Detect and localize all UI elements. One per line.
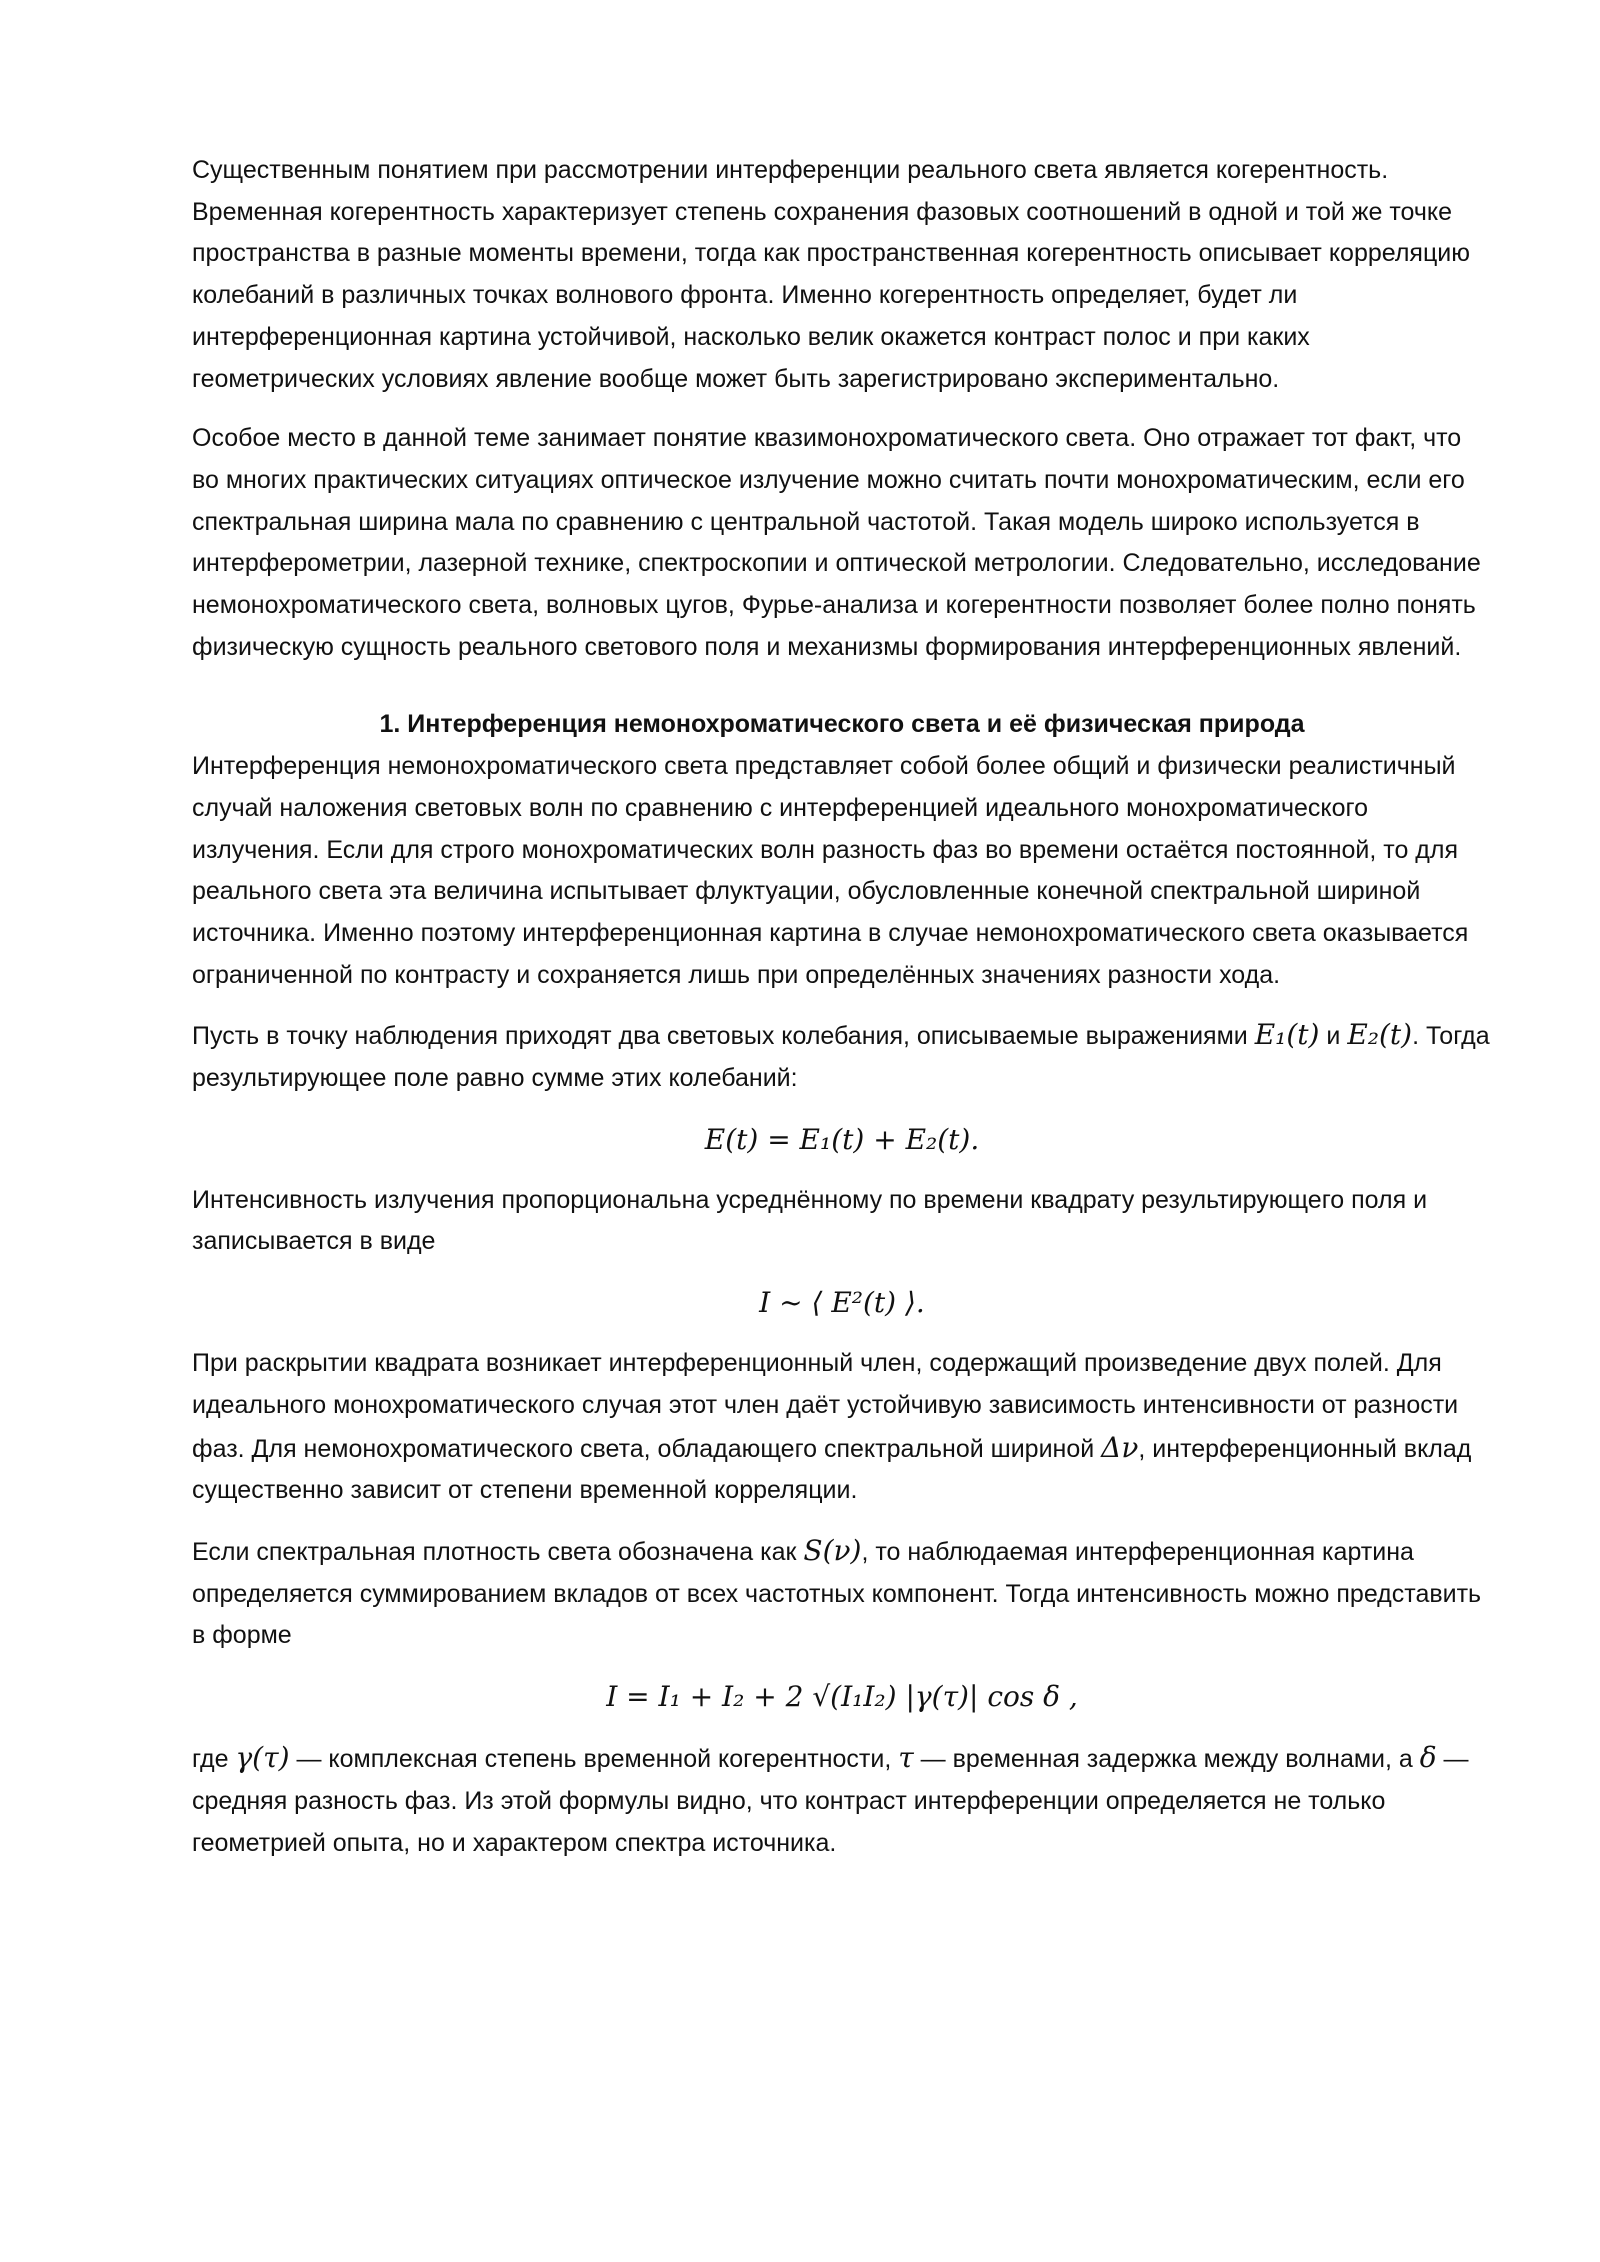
math-gamma: γ(τ) [235,1741,290,1775]
paragraph-text: — временная задержка между волнами, а [913,1745,1420,1774]
math-e1: E₁(t) [1254,1018,1320,1052]
math-spectral-density: S(ν) [803,1533,862,1567]
math-e2: E₂(t) [1347,1018,1413,1052]
paragraph-text: — комплексная степень временной когерентности, [289,1745,899,1774]
math-tau: τ [898,1741,914,1775]
section-paragraph-2 [192,1014,1492,1099]
paragraph-text: Пусть в точку наблюдения приходят два световых колебания, описываемые выражениями [192,1022,1255,1051]
section-heading: 1. Интерференция немонохроматического света и её физическая природа [379,710,1305,739]
paragraph-text: При раскрытии квадрата возникает интерференционный член, содержащий произведение двух полей. Для идеального монохроматического случая этот член даёт устойчивую зависимость интенсивности от разности фаз. Для немонохроматического света, обладающего спектральной шириной [192,1349,1459,1463]
paragraph-text: и [1319,1022,1348,1051]
paragraph-text: , то наблюдаемая интерференционная картина определяется суммированием вкладов от всех частотных компонент. Тогда интенсивность можно представить в форме [192,1537,1482,1650]
formula-field-sum: E(t) = E₁(t) + E₂(t). [704,1122,980,1156]
section-paragraph-6 [192,1737,1492,1864]
section-paragraph-4 [192,1343,1492,1512]
paragraph-text: Если спектральная плотность света обозначена как [192,1537,804,1566]
section-paragraph-1: Интерференция немонохроматического света представляет собой более общий и физически реалистичный случай наложения световых волн по сравнению с интерференцией идеального монохроматического излучения. Если для строго монохроматических волн разность фаз во времени остаётся постоянной, то для реального света эта величина испытывает флуктуации, обусловленные конечной спектральной шириной источника. Именно поэтому интерференционная картина в случае немонохроматического света оказывается ограниченной по контрасту и сохраняется лишь при определённых значениях разности хода. [192,752,1469,989]
paragraph-text: где [192,1745,236,1774]
math-delta-nu: Δν [1101,1430,1139,1464]
intro-paragraph-2: Особое место в данной теме занимает понятие квазимонохроматического света. Оно отражает тот факт, что во многих практических ситуациях оптическое излучение можно считать почти монохроматическим, если его спектральная ширина мала по сравнению с центральной частотой. Такая модель широко используется в интерферометрии, лазерной технике, спектроскопии и оптической метрологии. Следовательно, исследование немонохроматического света, волновых цугов, Фурье-анализа и когерентности позволяет более полно понять физическую сущность реального светового поля и механизмы формирования интерференционных явлений. [192,424,1481,661]
paragraph-text: , интерференционный вклад существенно зависит от степени временной корреляции. [192,1434,1472,1505]
formula-intensity-average: I ~ ⟨ E²(t) ⟩. [759,1286,925,1320]
section-paragraph-3: Интенсивность излучения пропорциональна усреднённому по времени квадрату результирующего поля и записывается в виде [192,1185,1428,1256]
section-paragraph-5 [192,1530,1492,1657]
formula-interference-intensity: I = I₁ + I₂ + 2 √(I₁I₂) |γ(τ)| cos δ , [606,1680,1078,1714]
paragraph-text: — средняя разность фаз. Из этой формулы видно, что контраст интерференции определяется не только геометрией опыта, но и характером спектра источника. [192,1745,1469,1857]
document-body [192,150,1492,1882]
intro-paragraph-1: Существенным понятием при рассмотрении интерференции реального света является когерентность. Временная когерентность характеризует степень сохранения фазовых соотношений в одной и той же точке пространства в разные моменты времени, тогда как пространственная когерентность описывает корреляцию колебаний в различных точках волнового фронта. Именно когерентность определяет, будет ли интерференционная картина устойчивой, насколько велик окажется контраст полос и при каких геометрических условиях явление вообще может быть зарегистрировано экспериментально. [192,156,1470,393]
math-delta: δ [1419,1741,1437,1775]
paragraph-text: . Тогда результирующее поле равно сумме этих колебаний: [192,1022,1490,1093]
